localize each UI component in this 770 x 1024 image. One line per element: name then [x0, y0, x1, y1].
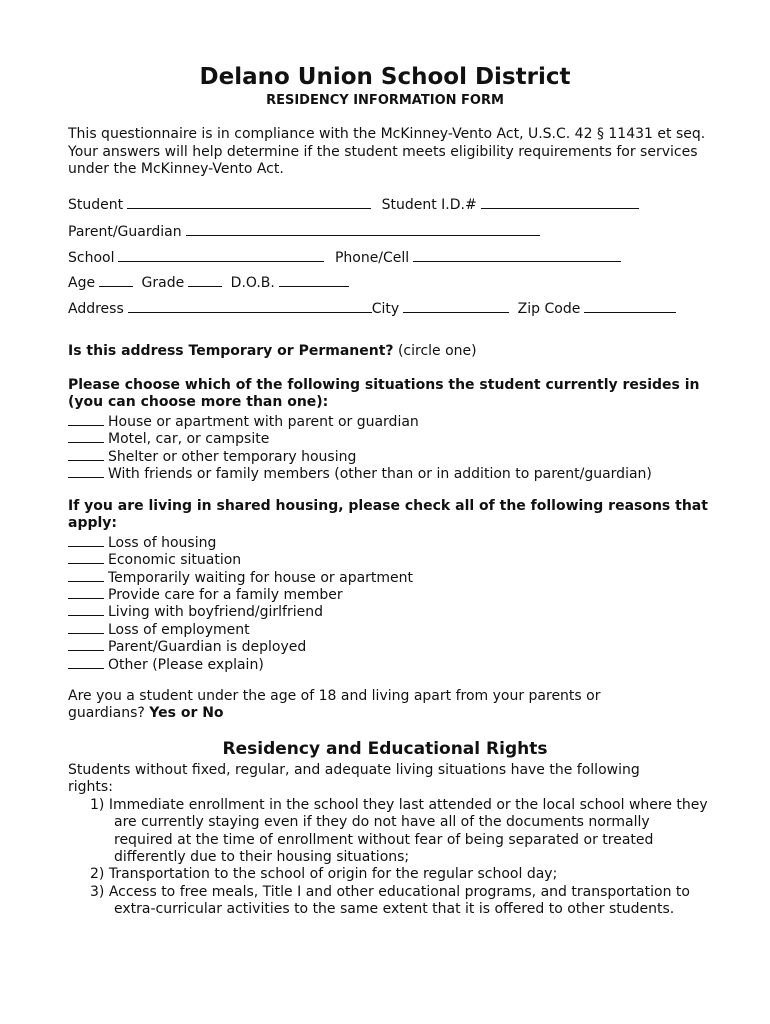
list-item: [68, 884, 708, 919]
checkbox-blank[interactable]: [68, 464, 104, 478]
option-label: Loss of employment: [108, 621, 250, 638]
minor-question: [68, 688, 668, 723]
list-item: [68, 447, 708, 464]
grade-field[interactable]: [188, 272, 222, 287]
checkbox-blank[interactable]: [68, 585, 104, 599]
parent-row: [68, 221, 544, 239]
checkbox-blank[interactable]: [68, 637, 104, 651]
school-label: School: [68, 250, 115, 266]
situations-section: [68, 377, 708, 481]
address-type-question-note: (circle one): [397, 343, 477, 359]
right-text: 3) Access to free meals, Title I and other educational programs, and transportation to extra-curricular activities to the same extent that it is offered to other students.: [90, 883, 690, 918]
list-item: [68, 655, 708, 672]
minor-question-answer: Yes or No: [149, 705, 224, 722]
checkbox-blank[interactable]: [68, 655, 104, 669]
option-label: Temporarily waiting for house or apartment: [108, 569, 414, 586]
student-field[interactable]: [127, 194, 371, 209]
rights-section: [68, 762, 708, 919]
school-field[interactable]: [118, 247, 324, 262]
age-label: Age: [68, 275, 96, 291]
situations-heading: Please choose which of the following situations the student currently resides in (you can choose more than one):: [68, 377, 700, 411]
grade-label: Grade: [141, 275, 185, 291]
age-field[interactable]: [99, 272, 133, 287]
checkbox-blank[interactable]: [68, 533, 104, 547]
list-item: [68, 866, 708, 883]
rights-heading: Residency and Educational Rights: [222, 739, 548, 759]
list-item: [68, 585, 708, 602]
list-item: [68, 412, 708, 429]
option-label: Motel, car, or campsite: [108, 431, 270, 448]
age-row: [68, 272, 353, 290]
option-label: With friends or family members (other than or in addition to parent/guardian): [108, 465, 652, 482]
shared-housing-section: [68, 498, 708, 672]
checkbox-blank[interactable]: [68, 412, 104, 426]
option-label: Loss of housing: [108, 534, 217, 551]
form-subtitle: RESIDENCY INFORMATION FORM: [266, 93, 504, 108]
minor-question-text: Are you a student under the age of 18 and living apart from your parents or guardians?: [68, 688, 601, 722]
student-label: Student: [68, 197, 124, 213]
student-id-field[interactable]: [481, 194, 639, 209]
phone-label: Phone/Cell: [334, 250, 410, 266]
option-label: Shelter or other temporary housing: [108, 448, 357, 465]
city-label: City: [371, 301, 400, 317]
dob-field[interactable]: [279, 272, 349, 287]
list-item: [68, 533, 708, 550]
rights-list: [68, 797, 708, 919]
right-text: 2) Transportation to the school of origin for the regular school day;: [90, 866, 558, 883]
list-item: [68, 637, 708, 654]
checkbox-blank[interactable]: [68, 550, 104, 564]
zip-label: Zip Code: [517, 301, 581, 317]
address-field[interactable]: [128, 298, 372, 313]
student-row: [68, 194, 643, 212]
option-label: Other (Please explain): [108, 656, 264, 673]
school-row: [68, 247, 625, 265]
option-label: Living with boyfriend/girlfriend: [108, 604, 323, 621]
list-item: [68, 429, 708, 446]
list-item: [68, 620, 708, 637]
parent-field[interactable]: [186, 221, 540, 236]
address-label: Address: [68, 301, 124, 317]
checkbox-blank[interactable]: [68, 568, 104, 582]
right-text: 1) Immediate enrollment in the school they last attended or the local school where they are currently staying even if they do not have all of the documents normally required at the time of enrollment without fear of being separated or treated differently due to their housing situations;: [90, 796, 708, 866]
list-item: [68, 464, 708, 481]
list-item: [68, 550, 708, 567]
intro-paragraph: This questionnaire is in compliance with the McKinney-Vento Act, U.S.C. 42 § 11431 et seq. Your answers will help determine if the student meets eligibility requirements for services under the McKinney-Vento Act.: [68, 126, 706, 177]
option-label: Parent/Guardian is deployed: [108, 639, 307, 656]
student-id-label: Student I.D.#: [381, 197, 477, 213]
situations-list: [68, 412, 708, 482]
dob-label: D.O.B.: [230, 275, 275, 291]
parent-label: Parent/Guardian: [68, 224, 182, 240]
option-label: Economic situation: [108, 552, 242, 569]
option-label: Provide care for a family member: [108, 586, 343, 603]
shared-housing-list: [68, 533, 708, 672]
option-label: House or apartment with parent or guardian: [108, 413, 419, 430]
page-title: Delano Union School District: [199, 64, 571, 90]
city-field[interactable]: [403, 298, 509, 313]
rights-intro: Students without fixed, regular, and adequate living situations have the following rights:: [68, 762, 640, 796]
checkbox-blank[interactable]: [68, 447, 104, 461]
shared-housing-heading: If you are living in shared housing, please check all of the following reasons that apply:: [68, 498, 708, 532]
checkbox-blank[interactable]: [68, 620, 104, 634]
checkbox-blank[interactable]: [68, 602, 104, 616]
zip-field[interactable]: [584, 298, 676, 313]
list-item: [68, 568, 708, 585]
address-type-question-bold: Is this address Temporary or Permanent?: [68, 343, 394, 359]
address-type-question: [68, 342, 477, 360]
phone-field[interactable]: [413, 247, 621, 262]
list-item: [68, 602, 708, 619]
list-item: [68, 797, 708, 867]
address-row: [68, 298, 680, 316]
checkbox-blank[interactable]: [68, 429, 104, 443]
